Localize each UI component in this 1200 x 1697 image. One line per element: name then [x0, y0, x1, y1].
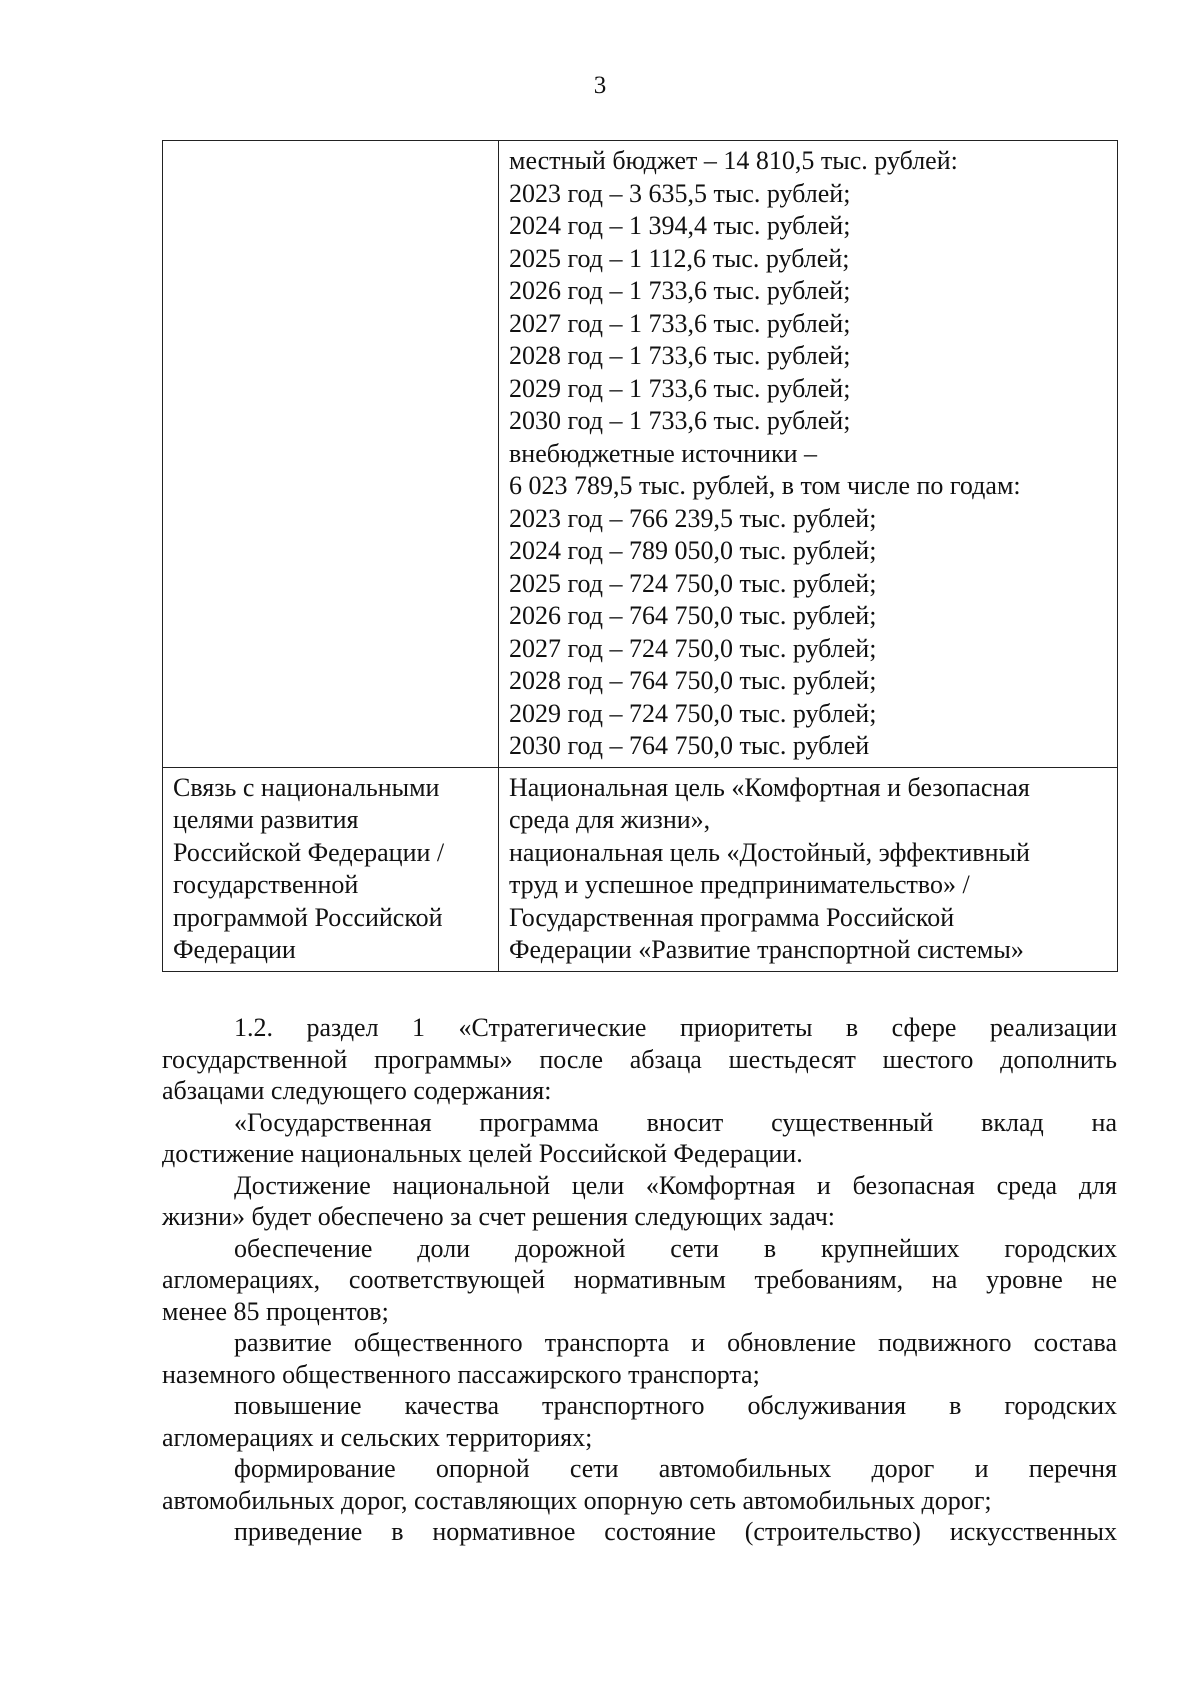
paragraph-line: Достижение национальной цели «Комфортная и безопасная среда для	[234, 1170, 1117, 1200]
table-cell-line: программой Российской	[173, 902, 443, 932]
table-cell-line: 2023 год – 3 635,5 тыс. рублей;	[509, 178, 851, 208]
paragraph-line: развитие общественного транспорта и обновление подвижного состава	[234, 1328, 1117, 1357]
paragraph-line: менее 85 процентов;	[162, 1296, 389, 1326]
table-cell-funding-sources	[499, 141, 1118, 768]
paragraph	[162, 1233, 1117, 1328]
table-cell-line: местный бюджет – 14 810,5 тыс. рублей:	[509, 146, 958, 175]
paragraph	[162, 1170, 1117, 1233]
paragraph	[162, 1516, 1117, 1548]
paragraph-line: агломерациях, соответствующей нормативным требованиям, на уровне не	[162, 1265, 1117, 1294]
table-cell-line: 2024 год – 1 394,4 тыс. рублей;	[509, 211, 851, 240]
table-cell-line: 2025 год – 1 112,6 тыс. рублей;	[509, 243, 850, 273]
paragraph-line: наземного общественного пассажирского транспорта;	[162, 1359, 760, 1389]
table-cell-line: 2030 год – 1 733,6 тыс. рублей;	[509, 406, 851, 435]
table-cell-line: национальная цель «Достойный, эффективный	[509, 837, 1030, 867]
table-cell-line: 2023 год – 766 239,5 тыс. рублей;	[509, 503, 877, 533]
table-cell-line: Федерации «Развитие транспортной системы»	[509, 935, 1024, 964]
table-cell-line: 2026 год – 1 733,6 тыс. рублей;	[509, 276, 851, 305]
table-cell-line: 6 023 789,5 тыс. рублей, в том числе по годам:	[509, 471, 1021, 500]
table-cell-line: 2024 год – 789 050,0 тыс. рублей;	[509, 536, 877, 565]
paragraph-line: жизни» будет обеспечено за счет решения следующих задач:	[162, 1202, 835, 1231]
paragraph-line: повышение качества транспортного обслуживания в городских	[234, 1391, 1117, 1420]
table-cell-national-goals-label	[163, 767, 499, 971]
paragraph-line: обеспечение доли дорожной сети в крупнейших городских	[234, 1233, 1117, 1263]
paragraph-line: формирование опорной сети автомобильных дорог и перечня	[234, 1454, 1117, 1483]
paragraph-line: абзацами следующего содержания:	[162, 1076, 552, 1105]
table-cell-line: внебюджетные источники –	[509, 438, 817, 468]
table-cell-line: Российской Федерации /	[173, 837, 445, 867]
table-cell-line: 2028 год – 764 750,0 тыс. рублей;	[509, 666, 877, 695]
paragraph-line: государственной программы» после абзаца шестьдесят шестого дополнить	[162, 1044, 1117, 1074]
table-cell-line: 2025 год – 724 750,0 тыс. рублей;	[509, 568, 877, 598]
table-cell-line: труд и успешное предпринимательство» /	[509, 870, 970, 899]
paragraph	[162, 1327, 1117, 1390]
table-cell-line: государственной	[173, 870, 359, 899]
program-passport-table	[162, 140, 1118, 972]
document-body	[162, 1012, 1117, 1548]
table-cell-line: 2030 год – 764 750,0 тыс. рублей	[509, 731, 870, 760]
table-cell-line: Связь с национальными	[173, 772, 440, 802]
paragraph-line: автомобильных дорог, составляющих опорную сеть автомобильных дорог;	[162, 1485, 992, 1515]
table-cell-line: 2027 год – 1 733,6 тыс. рублей;	[509, 308, 851, 338]
table-cell-line: 2029 год – 724 750,0 тыс. рублей;	[509, 698, 877, 728]
table-row-national-goals	[163, 767, 1118, 971]
paragraph-line: достижение национальных целей Российской Федерации.	[162, 1139, 803, 1168]
paragraph-line: агломерациях и сельских территориях;	[162, 1422, 593, 1452]
table-cell-line: целями развития	[173, 805, 359, 834]
table-cell-line: Государственная программа Российской	[509, 902, 955, 932]
paragraph	[162, 1453, 1117, 1516]
table-cell-line: среда для жизни»,	[509, 805, 711, 834]
table-cell-line: Федерации	[173, 935, 296, 964]
table-row-funding	[163, 141, 1118, 768]
table-cell-line: 2026 год – 764 750,0 тыс. рублей;	[509, 601, 877, 630]
table-cell-line: Национальная цель «Комфортная и безопасная	[509, 772, 1030, 802]
table-cell-line: 2027 год – 724 750,0 тыс. рублей;	[509, 633, 877, 663]
paragraph-line: «Государственная программа вносит существенный вклад на	[234, 1107, 1117, 1137]
table-cell-empty	[163, 141, 499, 768]
table-cell-line: 2028 год – 1 733,6 тыс. рублей;	[509, 341, 851, 370]
table-cell-line: 2029 год – 1 733,6 тыс. рублей;	[509, 373, 851, 403]
paragraph	[162, 1107, 1117, 1170]
table-cell-national-goals-value	[499, 767, 1118, 971]
paragraph	[162, 1390, 1117, 1453]
paragraph	[162, 1012, 1117, 1107]
paragraph-line: 1.2. раздел 1 «Стратегические приоритеты в сфере реализации	[234, 1013, 1117, 1042]
page-number: 3	[593, 72, 607, 99]
paragraph-line: приведение в нормативное состояние (строительство) искусственных	[234, 1517, 1117, 1546]
